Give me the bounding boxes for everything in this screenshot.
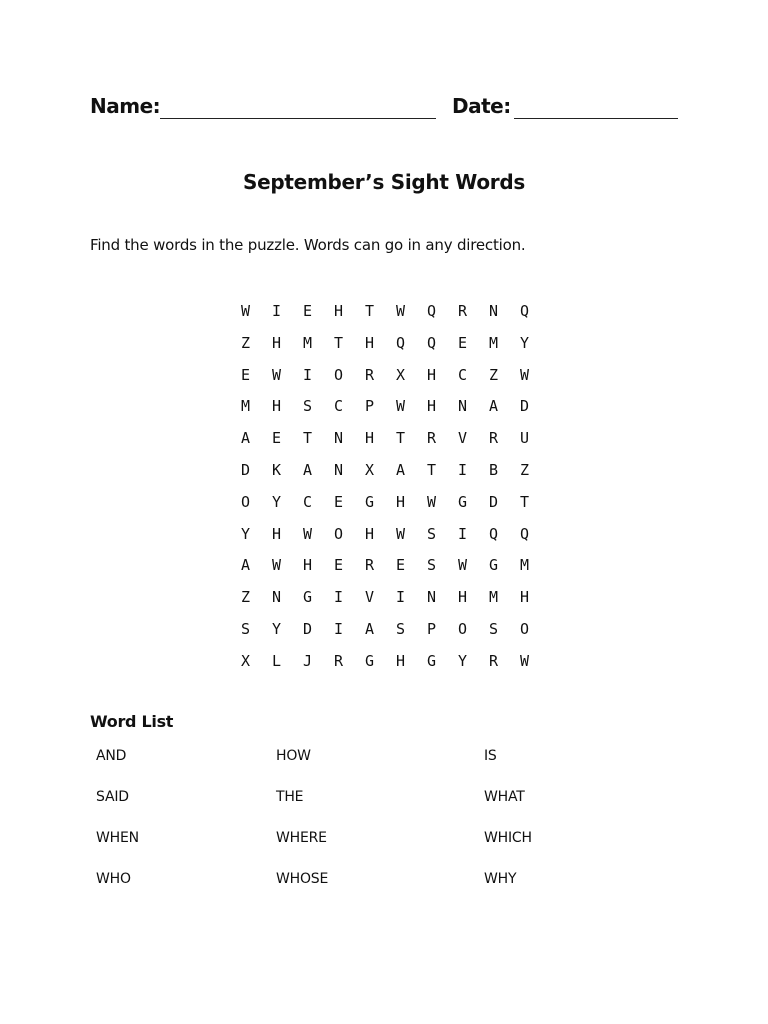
grid-letter[interactable]: E — [240, 365, 251, 384]
grid-letter[interactable]: D — [519, 397, 530, 416]
grid-letter[interactable]: Z — [240, 588, 251, 607]
grid-letter[interactable]: N — [457, 397, 468, 416]
grid-letter[interactable]: N — [426, 588, 437, 607]
grid-row — [230, 360, 540, 392]
grid-letter[interactable]: A — [240, 429, 251, 448]
grid-letter[interactable]: J — [302, 651, 313, 670]
grid-letter[interactable]: H — [426, 365, 437, 384]
page-title: September’s Sight Words — [243, 170, 525, 194]
grid-letter[interactable]: Z — [240, 333, 251, 352]
grid-letter[interactable]: M — [519, 556, 530, 575]
word-list-item: WHERE — [276, 830, 327, 846]
grid-letter[interactable]: H — [364, 429, 375, 448]
instructions: Find the words in the puzzle. Words can go in any direction. — [90, 236, 526, 254]
grid-letter[interactable]: H — [395, 651, 406, 670]
grid-letter[interactable]: T — [519, 492, 530, 511]
grid-letter[interactable]: I — [333, 588, 344, 607]
grid-letter[interactable]: I — [271, 302, 282, 320]
word-list-item: WHICH — [484, 830, 532, 846]
grid-letter[interactable]: M — [488, 333, 499, 352]
grid-row — [230, 455, 540, 487]
grid-letter[interactable]: H — [457, 588, 468, 607]
grid-letter[interactable]: P — [426, 619, 437, 638]
grid-row — [230, 328, 540, 360]
grid-letter[interactable]: E — [302, 302, 313, 320]
word-list-item: WHO — [96, 871, 131, 887]
grid-letter[interactable]: W — [395, 524, 406, 543]
name-line[interactable] — [160, 118, 436, 119]
grid-letter[interactable]: E — [271, 429, 282, 448]
grid-letter[interactable]: M — [488, 588, 499, 607]
grid-letter[interactable]: Q — [519, 524, 530, 543]
grid-letter[interactable]: Y — [240, 524, 251, 543]
name-label: Name: — [90, 94, 161, 118]
grid-letter[interactable]: I — [457, 524, 468, 543]
grid-letter[interactable]: K — [271, 460, 282, 479]
grid-letter[interactable]: S — [426, 524, 437, 543]
word-list-item: IS — [484, 748, 497, 764]
grid-letter[interactable]: V — [457, 429, 468, 448]
grid-letter[interactable]: S — [488, 619, 499, 638]
grid-row — [230, 296, 540, 328]
grid-letter[interactable]: R — [457, 302, 468, 320]
grid-letter[interactable]: G — [488, 556, 499, 575]
date-line[interactable] — [514, 118, 678, 119]
grid-row — [230, 391, 540, 423]
grid-letter[interactable]: Q — [519, 302, 530, 320]
grid-letter[interactable]: C — [333, 397, 344, 416]
grid-letter[interactable]: A — [395, 460, 406, 479]
grid-letter[interactable]: M — [302, 333, 313, 352]
grid-letter[interactable]: W — [395, 397, 406, 416]
header-row — [90, 94, 690, 124]
word-list-item: WHOSE — [276, 871, 329, 887]
grid-letter[interactable]: S — [426, 556, 437, 575]
grid-letter[interactable]: G — [364, 651, 375, 670]
grid-letter[interactable]: R — [488, 429, 499, 448]
grid-letter[interactable]: H — [271, 333, 282, 352]
grid-letter[interactable]: H — [333, 302, 344, 320]
grid-letter[interactable]: I — [457, 460, 468, 479]
grid-letter[interactable]: Y — [457, 651, 468, 670]
grid-letter[interactable]: W — [271, 556, 282, 575]
grid-letter[interactable]: E — [457, 333, 468, 352]
grid-letter[interactable]: R — [364, 365, 375, 384]
grid-letter[interactable]: R — [488, 651, 499, 670]
grid-letter[interactable]: W — [395, 302, 406, 320]
grid-row — [230, 519, 540, 551]
word-list-item: HOW — [276, 748, 311, 764]
grid-letter[interactable]: A — [240, 556, 251, 575]
grid-row — [230, 423, 540, 455]
grid-letter[interactable]: R — [364, 556, 375, 575]
grid-letter[interactable]: M — [240, 397, 251, 416]
grid-letter[interactable]: Z — [488, 365, 499, 384]
grid-letter[interactable]: S — [302, 397, 313, 416]
grid-letter[interactable]: Q — [488, 524, 499, 543]
grid-letter[interactable]: O — [333, 524, 344, 543]
grid-letter[interactable]: N — [488, 302, 499, 320]
grid-row — [230, 646, 540, 678]
grid-letter[interactable]: W — [457, 556, 468, 575]
grid-letter[interactable]: D — [302, 619, 313, 638]
grid-letter[interactable]: H — [302, 556, 313, 575]
grid-letter[interactable]: G — [426, 651, 437, 670]
grid-letter[interactable]: X — [364, 460, 375, 479]
grid-letter[interactable]: H — [395, 492, 406, 511]
grid-row — [230, 487, 540, 519]
grid-letter[interactable]: G — [364, 492, 375, 511]
grid-letter[interactable]: H — [519, 588, 530, 607]
grid-letter[interactable]: Q — [426, 333, 437, 352]
word-list-item: THE — [276, 789, 304, 805]
word-list-title: Word List — [90, 712, 174, 731]
grid-letter[interactable]: R — [333, 651, 344, 670]
grid-letter[interactable]: T — [426, 460, 437, 479]
word-list-item: AND — [96, 748, 127, 764]
grid-letter[interactable]: Y — [271, 492, 282, 511]
grid-letter[interactable]: Y — [271, 619, 282, 638]
grid-letter[interactable]: T — [364, 302, 375, 320]
grid-letter[interactable]: Z — [519, 460, 530, 479]
grid-letter[interactable]: S — [240, 619, 251, 638]
grid-letter[interactable]: L — [271, 651, 282, 670]
grid-letter[interactable]: P — [364, 397, 375, 416]
grid-letter[interactable]: D — [488, 492, 499, 511]
grid-letter[interactable]: X — [395, 365, 406, 384]
grid-letter[interactable]: W — [519, 365, 530, 384]
word-list-row — [96, 830, 656, 871]
word-list-row — [96, 748, 656, 789]
grid-letter[interactable]: E — [395, 556, 406, 575]
grid-letter[interactable]: A — [364, 619, 375, 638]
grid-letter[interactable]: H — [271, 397, 282, 416]
grid-letter[interactable]: Q — [426, 302, 437, 320]
grid-letter[interactable]: I — [395, 588, 406, 607]
grid-row — [230, 582, 540, 614]
grid-letter[interactable]: R — [426, 429, 437, 448]
grid-letter[interactable]: O — [457, 619, 468, 638]
word-list — [96, 748, 656, 912]
grid-letter[interactable]: H — [426, 397, 437, 416]
grid-letter[interactable]: N — [333, 429, 344, 448]
grid-letter[interactable]: X — [240, 651, 251, 670]
grid-letter[interactable]: B — [488, 460, 499, 479]
grid-letter[interactable]: O — [240, 492, 251, 511]
word-list-row — [96, 871, 656, 912]
grid-letter[interactable]: A — [488, 397, 499, 416]
word-list-item: WHEN — [96, 830, 139, 846]
grid-letter[interactable]: E — [333, 556, 344, 575]
grid-letter[interactable]: O — [333, 365, 344, 384]
grid-letter[interactable]: C — [457, 365, 468, 384]
date-label: Date: — [452, 94, 511, 118]
grid-letter[interactable]: G — [457, 492, 468, 511]
word-list-row — [96, 789, 656, 830]
grid-letter[interactable]: H — [271, 524, 282, 543]
grid-letter[interactable]: C — [302, 492, 313, 511]
grid-letter[interactable]: W — [240, 302, 251, 320]
grid-row — [230, 550, 540, 582]
word-list-item: WHY — [484, 871, 517, 887]
grid-letter[interactable]: H — [364, 333, 375, 352]
word-search-grid — [230, 296, 540, 678]
grid-letter[interactable]: W — [519, 651, 530, 670]
grid-letter[interactable]: T — [302, 429, 313, 448]
grid-letter[interactable]: S — [395, 619, 406, 638]
grid-letter[interactable]: H — [364, 524, 375, 543]
grid-letter[interactable]: U — [519, 429, 530, 448]
grid-row — [230, 614, 540, 646]
grid-letter[interactable]: Y — [519, 333, 530, 352]
grid-letter[interactable]: N — [271, 588, 282, 607]
grid-letter[interactable]: W — [426, 492, 437, 511]
grid-letter[interactable]: O — [519, 619, 530, 638]
grid-letter[interactable]: V — [364, 588, 375, 607]
word-list-item: WHAT — [484, 789, 525, 805]
grid-letter[interactable]: N — [333, 460, 344, 479]
grid-letter[interactable]: D — [240, 460, 251, 479]
grid-letter[interactable]: T — [395, 429, 406, 448]
grid-letter[interactable]: W — [271, 365, 282, 384]
grid-letter[interactable]: E — [333, 492, 344, 511]
grid-letter[interactable]: W — [302, 524, 313, 543]
grid-letter[interactable]: T — [333, 333, 344, 352]
grid-letter[interactable]: G — [302, 588, 313, 607]
grid-letter[interactable]: Q — [395, 333, 406, 352]
word-list-item: SAID — [96, 789, 129, 805]
grid-letter[interactable]: I — [333, 619, 344, 638]
grid-letter[interactable]: A — [302, 460, 313, 479]
grid-letter[interactable]: I — [302, 365, 313, 384]
